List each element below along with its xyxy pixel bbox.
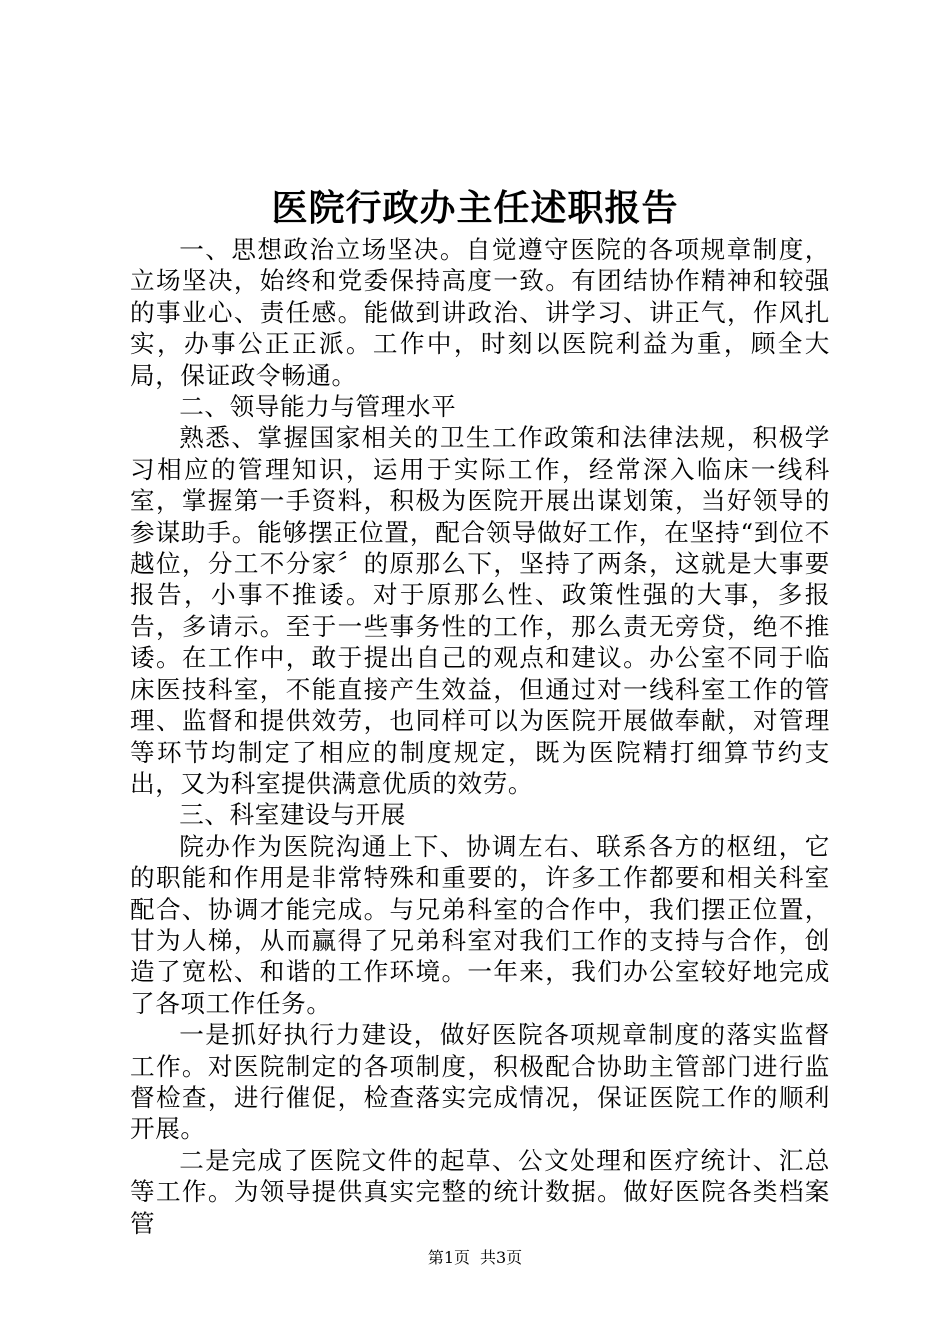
document-title: 医院行政办主任述职报告 (271, 187, 679, 229)
paragraph-execution: 一是抓好执行力建设，做好医院各项规章制度的落实监督工作。对医院制定的各项制度，积极配合协助主管部门进行监督检查，进行催促，检查落实完成情况，保证医院工作的顺利开展。 (130, 1020, 830, 1144)
page-total: 共3页 (480, 1248, 523, 1267)
document-body (130, 234, 830, 1239)
page-number: 第1页 (427, 1248, 470, 1267)
page-footer (0, 1248, 950, 1268)
paragraph-department-building: 院办作为医院沟通上下、协调左右、联系各方的枢纽，它的职能和作用是非常特殊和重要的，许多工作都要和相关科室配合、协调才能完成。与兄弟科室的合作中，我们摆正位置，甘为人梯，从而赢得了兄弟科室对我们工作的支持与合作，创造了宽松、和谐的工作环境。一年来，我们办公室较好地完成了各项工作任务。 (130, 831, 830, 1018)
heading-leadership: 二、领导能力与管理水平 (179, 392, 457, 422)
paragraph-document-drafting: 二是完成了医院文件的起草、公文处理和医疗统计、汇总等工作。为领导提供真实完整的统计数据。做好医院各类档案管 (130, 1145, 830, 1238)
paragraph-leadership: 熟悉、掌握国家相关的卫生工作政策和法律法规，积极学习相应的管理知识，运用于实际工作，经常深入临床一线科室，掌握第一手资料，积极为医院开展出谋划策，当好领导的参谋助手。能够摆正位置，配合领导做好工作，在坚持“到位不越位，分工不分家〞的原那么下，坚持了两条，这就是大事要报告，小事不推诿。对于原那么性、政策性强的大事，多报告，多请示。至于一些事务性的工作，那么责无旁贷，绝不推诿。在工作中，敢于提出自己的观点和建议。办公室不同于临床医技科室，不能直接产生效益，但通过对一线科室工作的管理、监督和提供效劳，也同样可以为医院开展做奉献，对管理等环节均制定了相应的制度规定，既为医院精打细算节约支出，又为科室提供满意优质的效劳。 (130, 423, 830, 798)
paragraph-political-stance: 一、思想政治立场坚决。自觉遵守医院的各项规章制度，立场坚决，始终和党委保持高度一致。有团结协作精神和较强的事业心、责任感。能做到讲政治、讲学习、讲正气，作风扎实，办事公正正派。工作中，时刻以医院利益为重，顾全大局，保证政令畅通。 (130, 235, 830, 390)
heading-department-building: 三、科室建设与开展 (179, 800, 406, 830)
